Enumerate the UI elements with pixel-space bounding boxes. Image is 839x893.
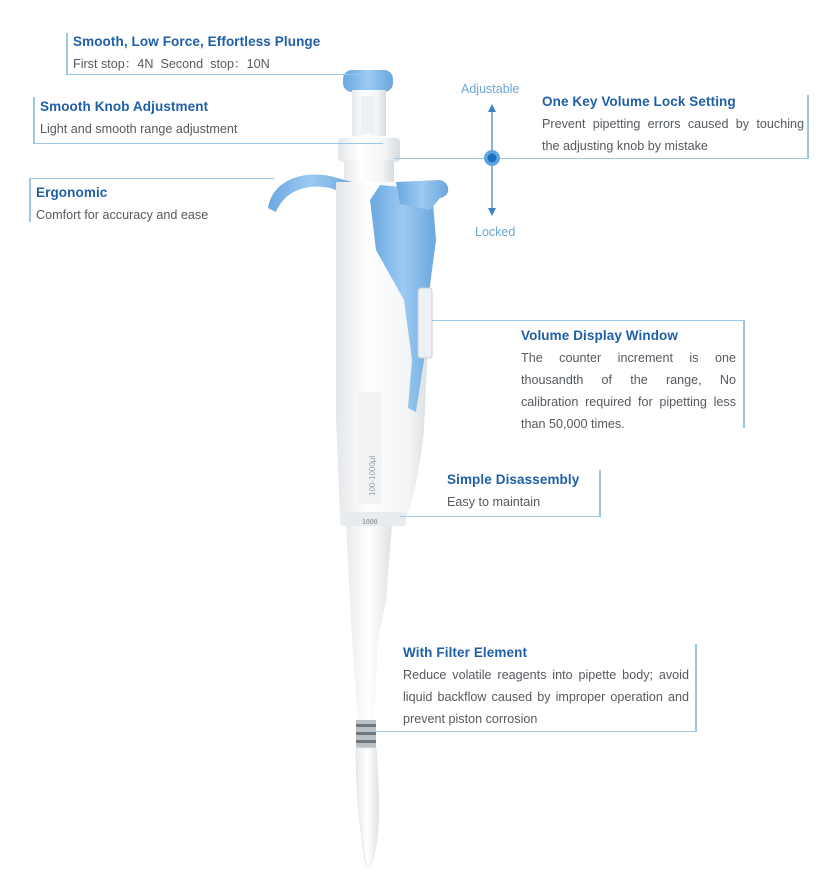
filter-element <box>356 720 376 748</box>
callout-plunge <box>73 34 320 75</box>
callout-display-desc: The counter increment is one thousandth of the range, No calibration required for pipetting less than 50,000 times. <box>521 351 736 431</box>
leader-plunge <box>66 33 68 75</box>
callout-ergonomic-title: Ergonomic <box>36 185 108 200</box>
callout-knob-title: Smooth Knob Adjustment <box>40 99 209 114</box>
pipette-tip <box>356 748 379 866</box>
callout-ergonomic-desc: Comfort for accuracy and ease <box>36 208 209 222</box>
leader-filter <box>695 644 697 732</box>
leader-display-h <box>432 320 744 321</box>
callout-disassembly-title: Simple Disassembly <box>447 472 580 487</box>
callout-plunge-title: Smooth, Low Force, Effortless Plunge <box>73 34 321 49</box>
adjustable-label: Adjustable <box>461 82 520 96</box>
callout-disassembly-desc: Easy to maintain <box>447 495 541 509</box>
callout-display <box>521 328 736 435</box>
leader-disassembly <box>599 470 601 517</box>
plunger-button <box>343 70 393 136</box>
leader-knob <box>33 97 35 143</box>
lock-indicator <box>477 100 507 220</box>
leader-display <box>743 320 745 428</box>
callout-lock <box>542 94 804 157</box>
callout-lock-desc: Prevent pipetting errors caused by touching the adjusting knob by mistake <box>542 117 804 153</box>
adjustment-knob <box>338 138 400 182</box>
callout-knob-desc: Light and smooth range adjustment <box>40 122 238 136</box>
callout-filter-title: With Filter Element <box>403 645 528 660</box>
callout-filter-desc: Reduce volatile reagents into pipette body; avoid liquid backflow caused by improper operation and prevent piston corrosion <box>403 668 689 726</box>
pipette-shaft <box>346 526 392 720</box>
callout-lock-title: One Key Volume Lock Setting <box>542 94 736 109</box>
callout-knob <box>40 99 237 140</box>
leader-disassembly-h <box>400 516 600 517</box>
leader-lock-h <box>394 158 808 159</box>
callout-filter <box>403 645 689 730</box>
leader-lock <box>807 95 809 159</box>
callout-disassembly <box>447 472 579 513</box>
locked-label: Locked <box>475 225 516 239</box>
callout-display-title: Volume Display Window <box>521 328 678 343</box>
volume-display-window <box>418 288 432 358</box>
volume-label: 1000 <box>362 519 378 526</box>
volume-range-label: 100-1000μl <box>368 455 377 496</box>
leader-knob-h <box>33 143 383 144</box>
callout-ergonomic <box>36 185 208 226</box>
callout-plunge-desc: First stop：4N Second stop：10N <box>73 57 270 71</box>
leader-ergonomic <box>29 178 31 222</box>
leader-filter-h <box>376 731 696 732</box>
leader-ergonomic-h <box>29 178 274 179</box>
